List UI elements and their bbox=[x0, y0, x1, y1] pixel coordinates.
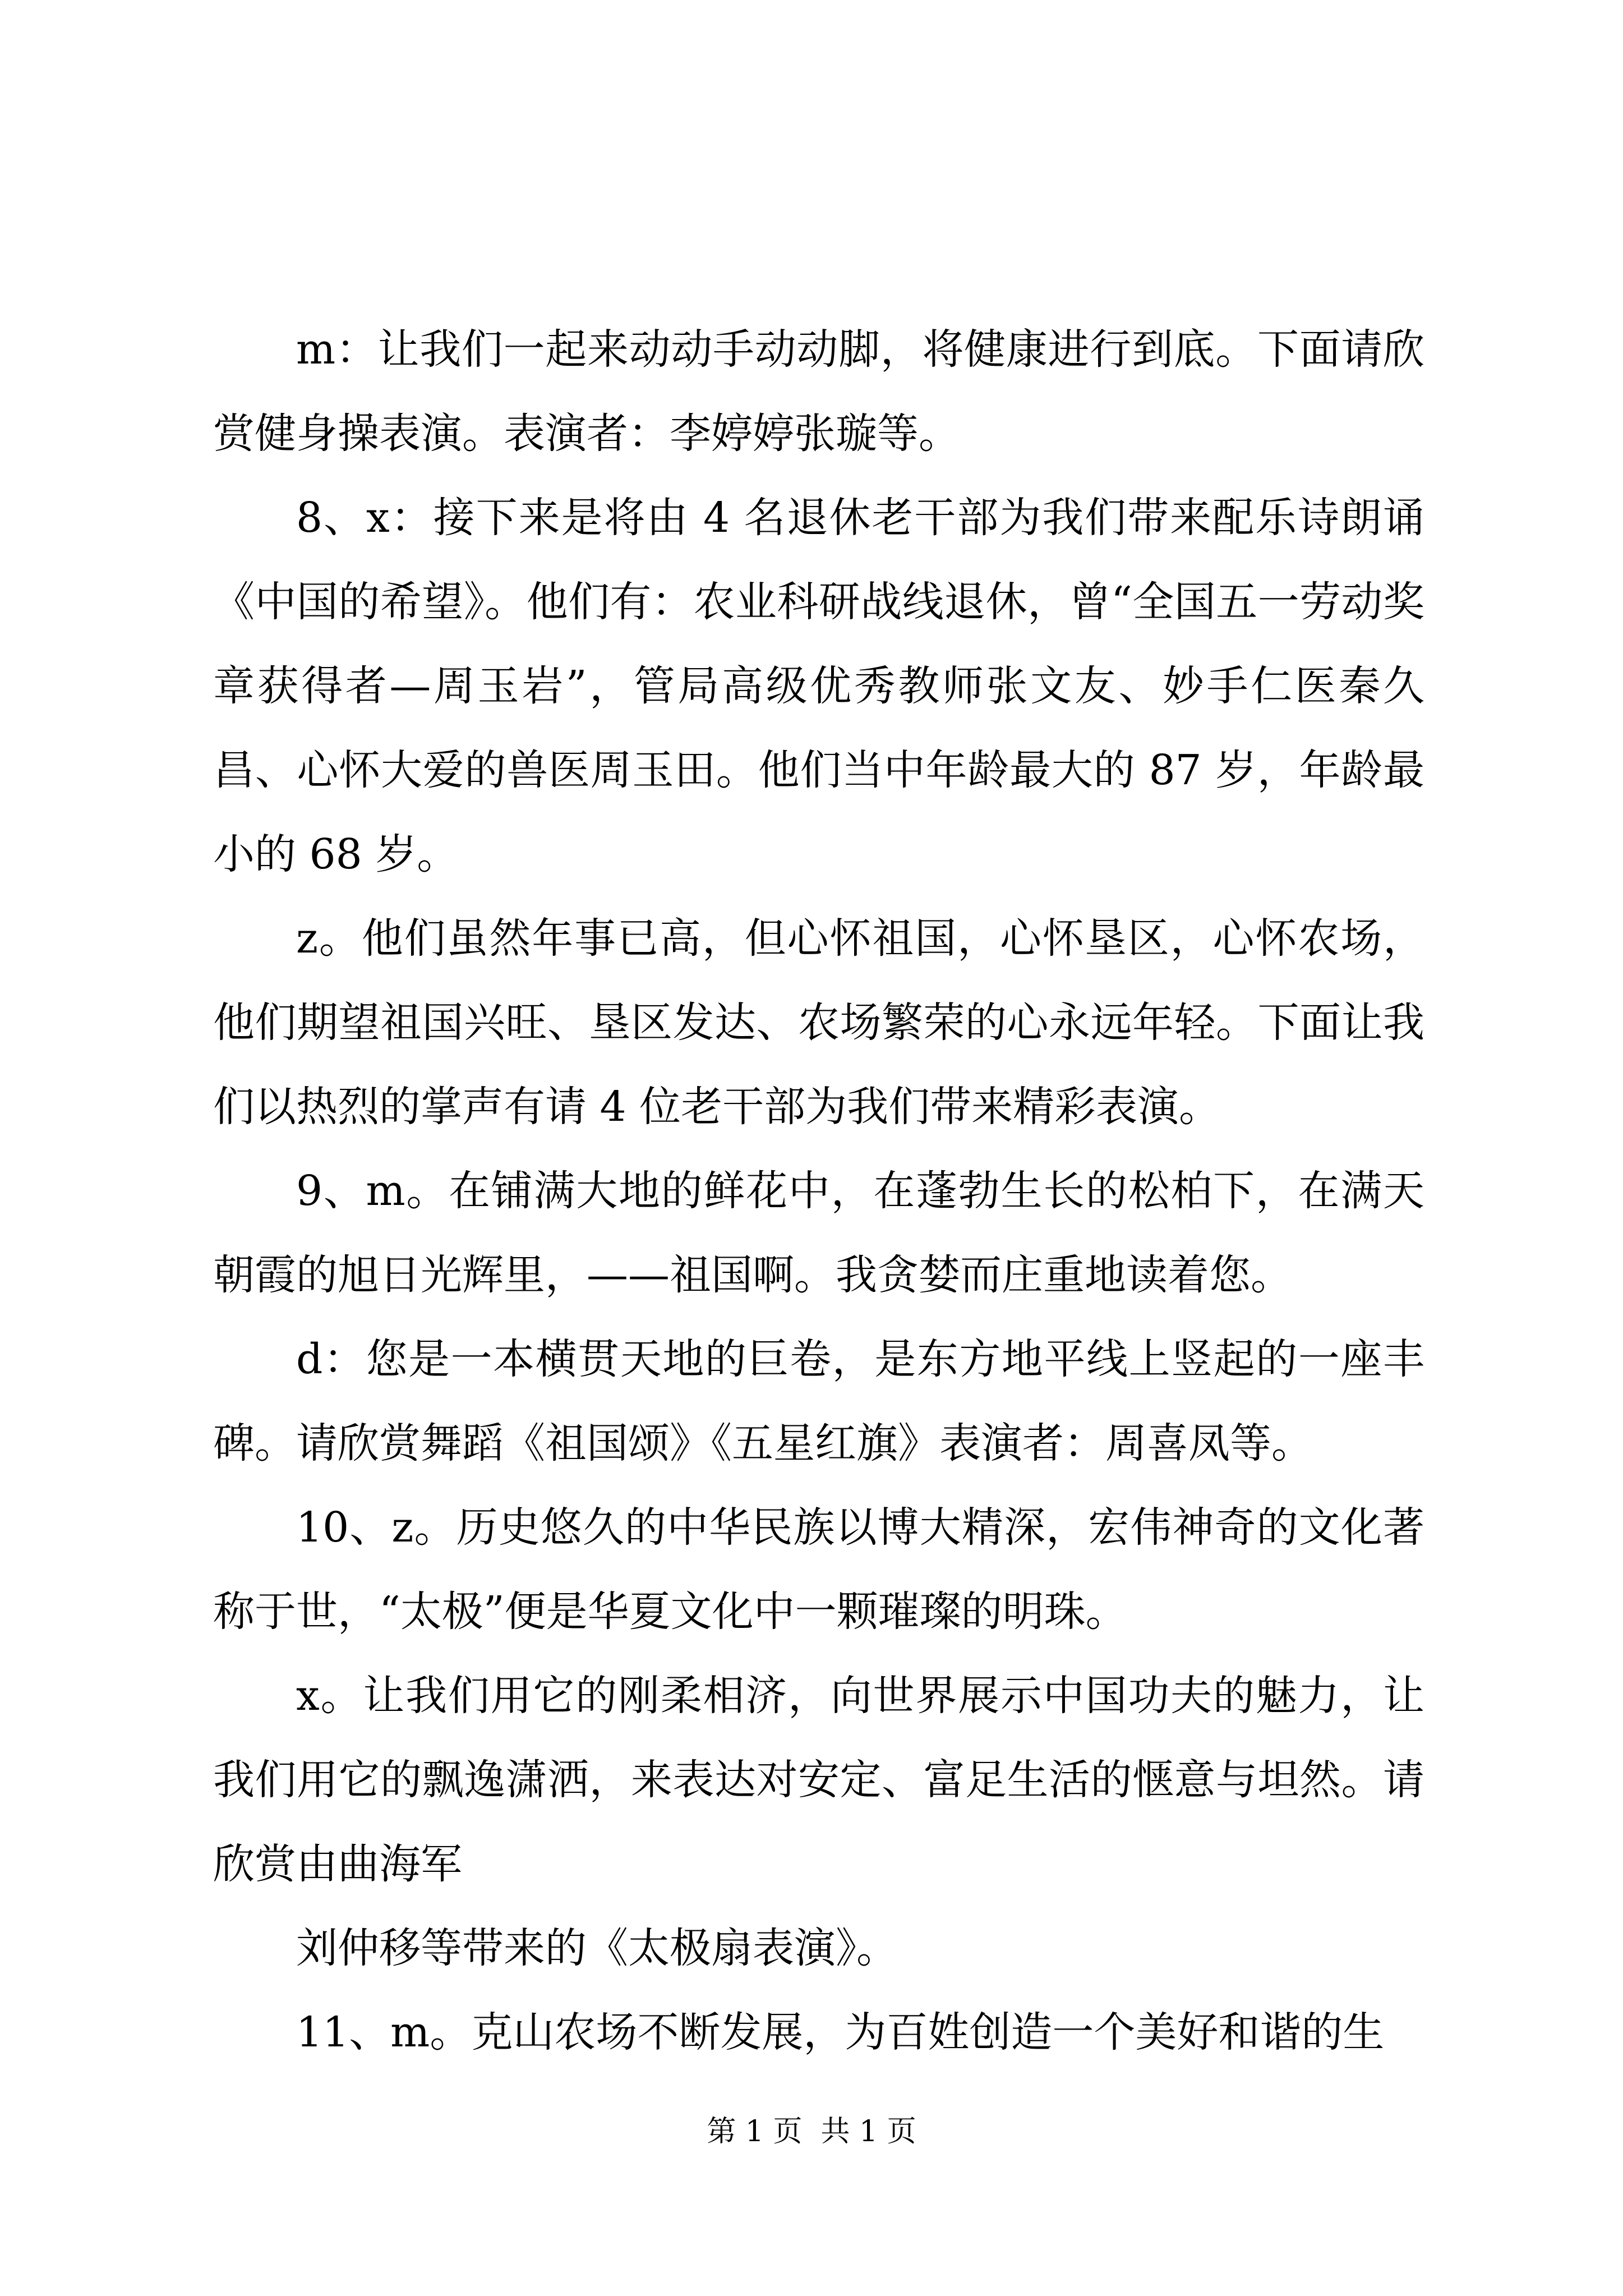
paragraph-4: 9、m。在铺满大地的鲜花中，在蓬勃生长的松柏下，在满天朝霞的旭日光辉里，——祖国啊。我贪婪而庄重地读着您。 bbox=[213, 1167, 1424, 1299]
paragraph-3: z。他们虽然年事已高，但心怀祖国，心怀垦区，心怀农场，他们期望祖国兴旺、垦区发达、农场繁荣的心永远年轻。下面让我们以热烈的掌声有请 4 位老干部为我们带来精彩表演。 bbox=[213, 914, 1424, 1131]
page-footer: 第 1 页 共 1 页 bbox=[707, 2115, 916, 2148]
paragraph-1: m：让我们一起来动动手动动脚，将健康进行到底。下面请欣赏健身操表演。表演者：李婷婷张璇等。 bbox=[213, 325, 1424, 458]
paragraph-7: x。让我们用它的刚柔相济，向世界展示中国功夫的魅力，让我们用它的飘逸潇洒，来表达对安定、富足生活的惬意与坦然。请欣赏由曲海军 bbox=[213, 1672, 1424, 1888]
paragraph-2: 8、x：接下来是将由 4 名退休老干部为我们带来配乐诗朗诵《中国的希望》。他们有：农业科研战线退休，曾“全国五一劳动奖章获得者—周玉岩”，管局高级优秀教师张文友、妙手仁医秦久昌、心怀大爱的兽医周玉田。他们当中年龄最大的 87 岁，年龄最小的 68 岁。 bbox=[213, 494, 1424, 878]
paragraph-8: 刘仲移等带来的《太极扇表演》。 bbox=[296, 1924, 898, 1972]
paragraph-6: 10、z。历史悠久的中华民族以博大精深，宏伟神奇的文化著称于世，“太极”便是华夏文化中一颗璀璨的明珠。 bbox=[213, 1503, 1424, 1636]
paragraph-5: d：您是一本横贯天地的巨卷，是东方地平线上竖起的一座丰碑。请欣赏舞蹈《祖国颂》《五星红旗》表演者：周喜凤等。 bbox=[213, 1335, 1424, 1467]
document-body bbox=[213, 307, 1424, 2074]
paragraph-9: 11、m。克山农场不断发展，为百姓创造一个美好和谐的生 bbox=[296, 2008, 1385, 2056]
